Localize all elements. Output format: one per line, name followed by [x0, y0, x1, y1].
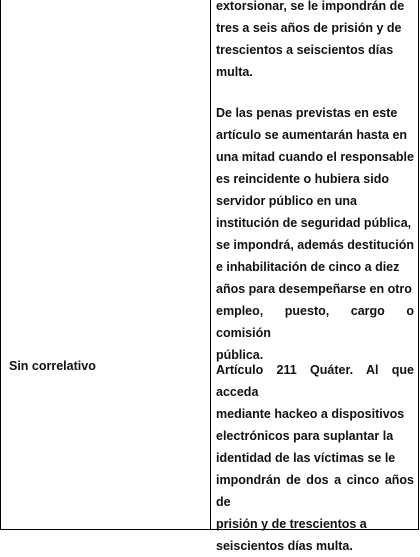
text-line: prisión y de trescientos a [216, 517, 367, 531]
text-line: e inhabilitación de cinco a diez [216, 260, 400, 274]
text-line: se impondrá, además destitución [216, 238, 414, 252]
text-line: artículo se aumentarán hasta en [216, 128, 408, 142]
text-line: es reincidente o hubiera sido [216, 172, 389, 186]
text-line: pública. [216, 348, 264, 362]
text-line: tres a seis años de prisión y de [216, 21, 402, 35]
text-line: impondrán de dos a cinco años de [216, 473, 414, 509]
text-line: servidor público en una [216, 194, 357, 208]
text-line: institución de seguridad pública, [216, 216, 412, 230]
text-line: extorsionar, se le impondrán de [216, 0, 405, 13]
text-line: años para desempeñarse en otro [216, 282, 412, 296]
text-line: identidad de las víctimas se le [216, 451, 396, 465]
left-cell-label: Sin correlativo [9, 359, 96, 373]
text-line: Artículo 211 Quáter. Al que acceda [216, 363, 414, 399]
text-line: multa. [216, 65, 253, 79]
paragraph-article-211-quater [216, 359, 414, 557]
text-line: empleo, puesto, cargo o comisión [216, 304, 414, 340]
paragraph-penalty-extortion [216, 0, 414, 83]
text-line: una mitad cuando el responsable [216, 150, 414, 164]
paragraph-aggravated-penalty [216, 102, 414, 366]
text-line: trescientos a seiscientos días [216, 43, 394, 57]
text-line: seiscientos días multa. [216, 539, 353, 553]
column-divider [210, 0, 211, 529]
text-line: mediante hackeo a dispositivos [216, 407, 405, 421]
text-line: electrónicos para suplantar la [216, 429, 394, 443]
text-line: De las penas previstas en este [216, 106, 398, 120]
